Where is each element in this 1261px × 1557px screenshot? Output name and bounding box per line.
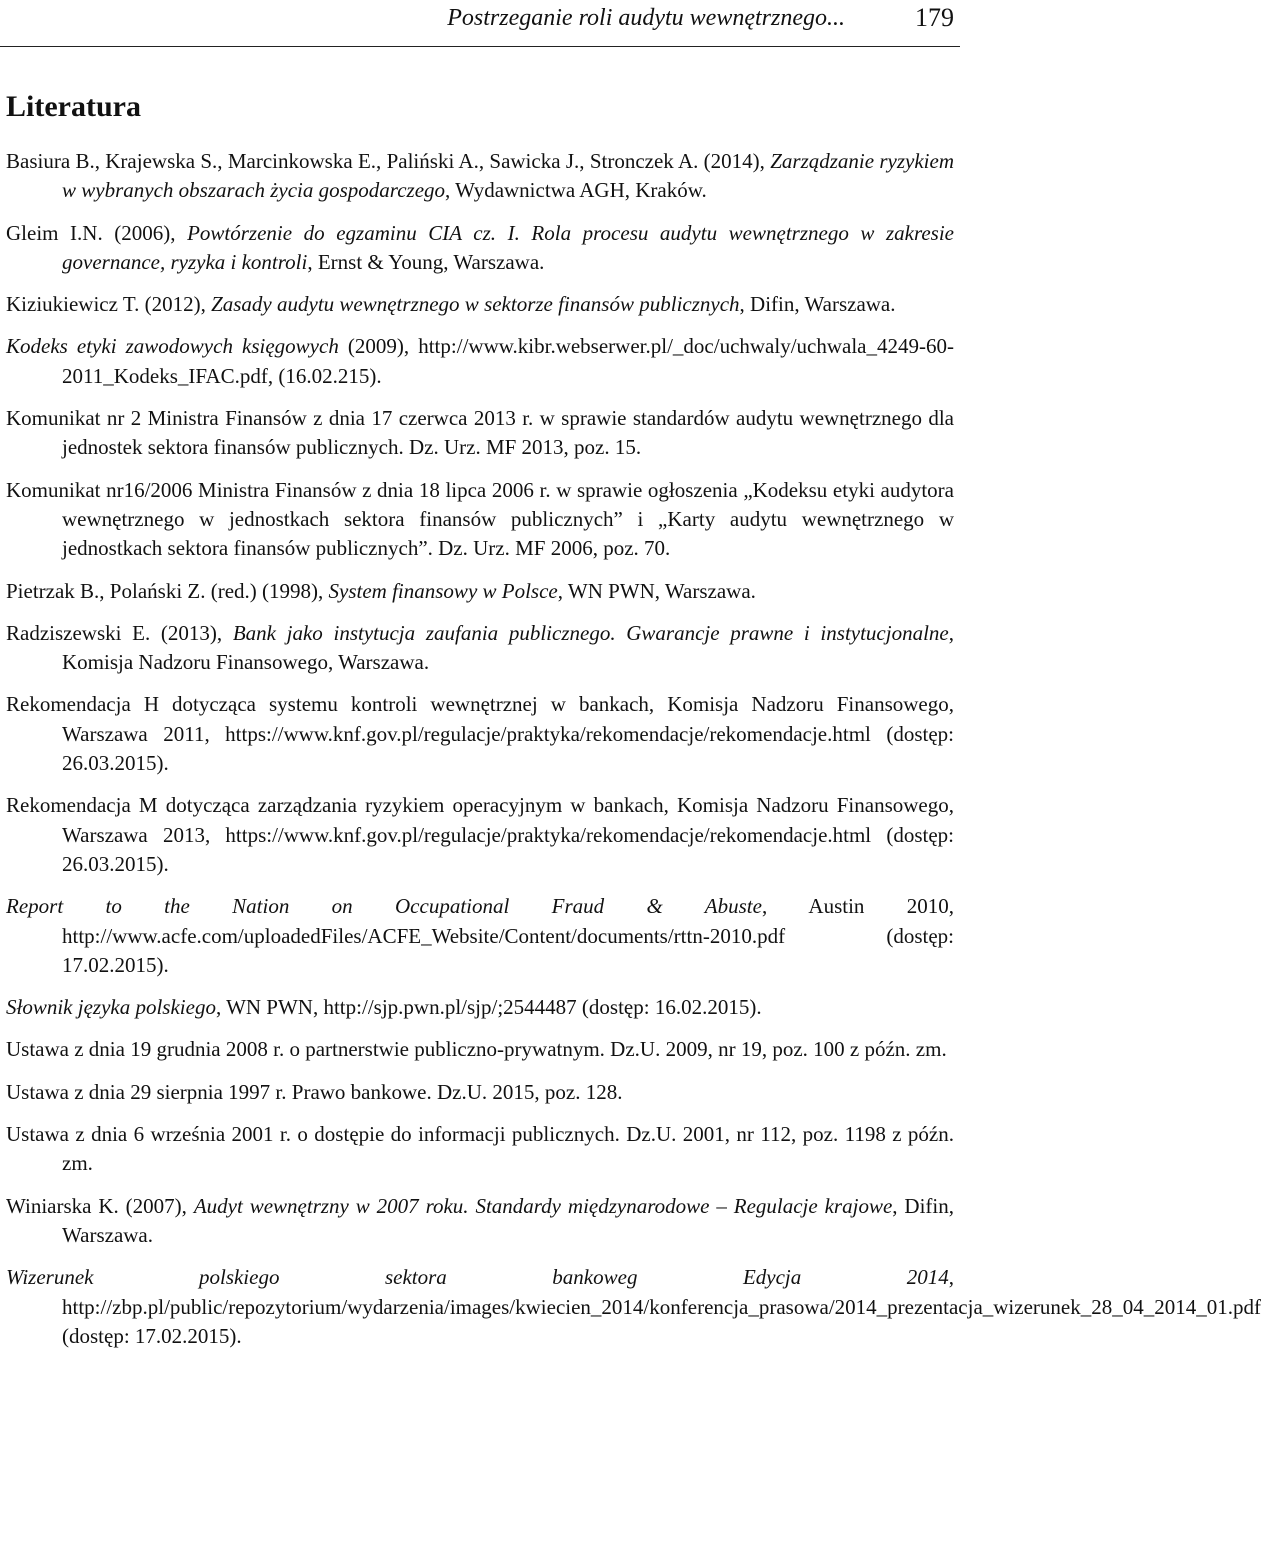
entry-text: , Ernst & Young, Warszawa. [307,249,545,274]
bibliography-entry [6,332,954,391]
entry-text: , Wydawnictwa AGH, Kraków. [445,178,707,203]
bibliography-entry [6,993,954,1022]
bibliography-list [6,147,1261,1364]
entry-text: Pietrzak B., Polański Z. (red.) (1998), [6,578,329,603]
entry-text: Ustawa z dnia 6 września 2001 r. o dostępie do informacji publicznych. Dz.U. 2001, nr 112, poz. 1198 z późn. zm. [6,1122,954,1176]
bibliography-entry [6,290,954,319]
bibliography-entry [6,1120,954,1179]
entry-title: Słownik języka polskiego [6,995,216,1020]
entry-text: Basiura B., Krajewska S., Marcinkowska E., Paliński A., Sawicka J., Stronczek A. (2014), [6,149,771,173]
entry-text: , Difin, Warszawa. [62,1193,955,1247]
bibliography-entry [6,476,954,564]
entry-text: Ustawa z dnia 29 sierpnia 1997 r. Prawo bankowe. Dz.U. 2015, poz. 128. [6,1079,623,1104]
entry-text: Kiziukiewicz T. (2012), [6,292,212,317]
entry-text: , Austin 2010, http://www.acfe.com/uploadedFiles/ACFE_Website/Content/documents/rttn-2010.pdf (dostęp: 17.02.2015). [62,894,954,977]
bibliography-entry [6,1035,954,1064]
section-heading: Literatura [6,90,141,123]
entry-title: System finansowy w Polsce [328,578,558,603]
entry-title: Zarządzanie ryzykiem w wybranych obszarach życia gospodarczego [62,149,955,203]
bibliography-entry [6,1078,954,1107]
entry-text: Gleim I.N. (2006), [6,220,188,245]
bibliography-entry [6,690,954,778]
entry-text: , WN PWN, http://sjp.pwn.pl/sjp/;2544487 (dostęp: 16.02.2015). [215,995,762,1020]
entry-text: , WN PWN, Warszawa. [557,578,756,603]
entry-title: Kodeks etyki zawodowych księgowych [6,334,339,359]
entry-title: Powtórzenie do egzaminu CIA cz. I. Rola procesu audytu wewnętrznego w zakresie governance, ryzyka i kontroli [62,220,954,274]
entry-text: Radziszewski E. (2013), [6,620,233,645]
entry-text: , http://zbp.pl/public/repozytorium/wydarzenia/images/kwiecien_2014/konferencja_prasowa/2014_prezentacja_wizerunek_28_04_2014_01.pdf (dostęp: 17.02.2015). [62,1265,1261,1348]
running-title: Postrzeganie roli audytu wewnętrznego... [447,5,845,31]
entry-title: Bank jako instytucja zaufania publicznego. Gwarancje prawne i instytucjonalne [232,620,949,645]
entry-title: Wizerunek polskiego sektora bankoweg Edycja 2014 [6,1265,949,1290]
entry-text: Rekomendacja M dotycząca zarządzania ryzykiem operacyjnym w bankach, Komisja Nadzoru Finansowego, Warszawa 2013, https://www.knf.gov.pl/regulacje/praktyka/rekomendacje/rekomendacje.html (dostęp: 26.03.2015). [6,793,954,876]
entry-text: (2009), http://www.kibr.webserwer.pl/_doc/uchwaly/uchwala_4249-60-2011_Kodeks_IFAC.pdf, (16.02.215). [62,334,954,388]
entry-title: Audyt wewnętrzny w 2007 roku. Standardy międzynarodowe – Regulacje krajowe [193,1193,893,1218]
entry-text: Rekomendacja H dotycząca systemu kontroli wewnętrznej w bankach, Komisja Nadzoru Finansowego, Warszawa 2011, https://www.knf.gov.pl/regulacje/praktyka/rekomendacje/rekomendacje.html (dostęp: 26.03.2015). [6,692,954,776]
bibliography-entry [6,791,954,879]
page-header [0,0,960,47]
bibliography-entry [6,619,954,678]
bibliography-entry [6,577,954,606]
entry-title: Zasady audytu wewnętrznego w sektorze finansów publicznych [211,292,740,317]
bibliography-entry [6,1263,1261,1351]
bibliography-entry [6,147,954,206]
entry-text: , Komisja Nadzoru Finansowego, Warszawa. [62,620,954,675]
entry-text: Komunikat nr 2 Ministra Finansów z dnia 17 czerwca 2013 r. w sprawie standardów audytu wewnętrznego dla jednostek sektora finansów publicznych. Dz. Urz. MF 2013, poz. 15. [6,406,954,460]
bibliography-entry [6,892,954,980]
entry-text: , Difin, Warszawa. [739,292,896,317]
entry-text: Winiarska K. (2007), [6,1193,194,1218]
entry-title: Report to the Nation on Occupational Fraud & Abuste [6,894,762,919]
bibliography-entry [6,404,954,463]
entry-text: Komunikat nr16/2006 Ministra Finansów z dnia 18 lipca 2006 r. w sprawie ogłoszenia „Kodeksu etyki audytora wewnętrznego w jednostkach sektora finansów publicznych” i „Karty audytu wewnętrznego w jednostkach sektora finansów publicznych”. Dz. Urz. MF 2006, poz. 70. [6,477,954,561]
bibliography-entry [6,1192,954,1251]
entry-text: Ustawa z dnia 19 grudnia 2008 r. o partnerstwie publiczno-prywatnym. Dz.U. 2009, nr 19, poz. 100 z późn. zm. [6,1037,947,1062]
bibliography-entry [6,219,954,278]
page-number: 179 [915,3,954,32]
